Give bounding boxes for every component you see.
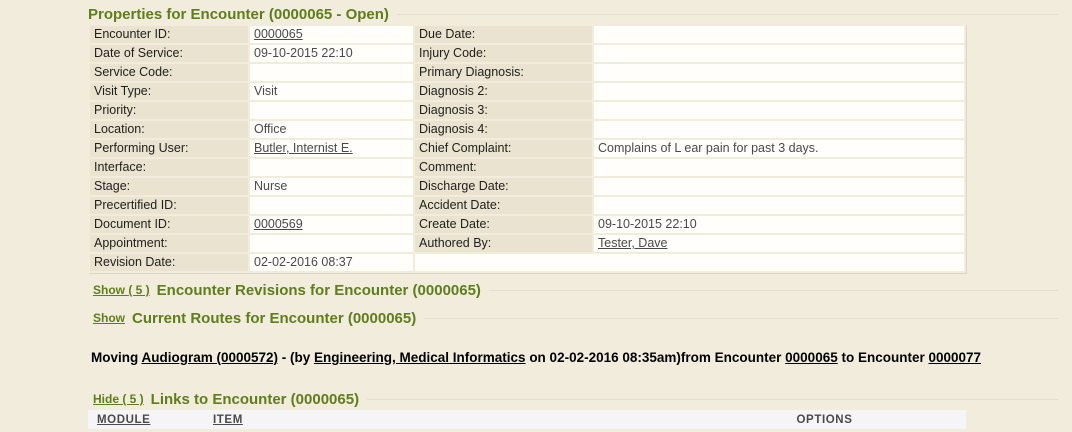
field-value-link[interactable]: Tester, Dave (598, 236, 668, 250)
field-value-link[interactable]: 0000569 (254, 217, 303, 231)
property-row (90, 159, 964, 176)
field-value (250, 64, 413, 81)
properties-section-header (88, 5, 1058, 23)
property-row (90, 216, 964, 233)
moving-notice-link[interactable]: Engineering, Medical Informatics (314, 350, 526, 365)
links-table-header-row (88, 410, 966, 429)
field-label: Date of Service: (90, 45, 248, 62)
field-label: Service Code: (90, 64, 248, 81)
encounter-properties-page (0, 5, 1072, 429)
moving-notice (0, 350, 1072, 367)
field-label: Primary Diagnosis: (415, 64, 592, 81)
links-column-module[interactable]: MODULE (97, 413, 151, 426)
revisions-section-header (93, 281, 1058, 299)
property-row (90, 45, 964, 62)
property-row (90, 64, 964, 81)
field-value (250, 102, 413, 119)
field-label: Create Date: (415, 216, 592, 233)
property-row (90, 102, 964, 119)
moving-notice-text: Moving (90, 350, 142, 365)
divider-line (489, 290, 1058, 291)
field-value (594, 235, 964, 252)
field-label: Authored By: (415, 235, 592, 252)
properties-table (88, 24, 966, 273)
revisions-show-toggle[interactable]: Show ( 5 ) (93, 283, 150, 297)
property-row (90, 140, 964, 157)
links-column-options: OPTIONS (796, 413, 853, 426)
moving-notice-text: on 02-02-2016 08:35am)from Encounter (525, 350, 786, 365)
routes-show-toggle[interactable]: Show (93, 311, 125, 325)
moving-notice-link[interactable]: 0000065 (785, 350, 838, 365)
field-value (594, 197, 964, 214)
field-label: Appointment: (90, 235, 248, 252)
field-label: Injury Code: (415, 45, 592, 62)
property-row (90, 83, 964, 100)
field-label: Accident Date: (415, 197, 592, 214)
moving-notice-link[interactable]: 0000077 (928, 350, 982, 365)
field-label: Discharge Date: (415, 178, 592, 195)
property-row (90, 26, 964, 43)
field-label: Document ID: (90, 216, 248, 233)
field-value (250, 197, 413, 214)
field-value (250, 140, 413, 157)
field-value: Office (250, 121, 413, 138)
field-label: Diagnosis 4: (415, 121, 592, 138)
field-value (594, 64, 964, 81)
field-label: Location: (90, 121, 248, 138)
moving-notice-link[interactable]: Audiogram (0000572) (141, 350, 279, 365)
links-column-item[interactable]: ITEM (213, 413, 243, 426)
field-value (594, 45, 964, 62)
property-row (90, 254, 964, 271)
field-label: Stage: (90, 178, 248, 195)
field-value (415, 254, 964, 271)
field-value (594, 83, 964, 100)
field-label: Due Date: (415, 26, 592, 43)
divider-line (397, 14, 1058, 15)
field-value (250, 235, 413, 252)
field-value: Nurse (250, 178, 413, 195)
field-value (250, 159, 413, 176)
field-value (250, 26, 413, 43)
divider-line (367, 399, 1058, 400)
field-label: Comment: (415, 159, 592, 176)
field-label: Visit Type: (90, 83, 248, 100)
links-section-header (93, 390, 1058, 408)
links-hide-toggle[interactable]: Hide ( 5 ) (93, 392, 144, 406)
field-value (594, 178, 964, 195)
field-value (594, 26, 964, 43)
field-label: Diagnosis 2: (415, 83, 592, 100)
field-label: Interface: (90, 159, 248, 176)
field-label: Diagnosis 3: (415, 102, 592, 119)
moving-notice-text: - (by (278, 350, 315, 365)
links-title: Links to Encounter (0000065) (150, 390, 360, 408)
field-label: Revision Date: (90, 254, 248, 271)
property-row (90, 121, 964, 138)
property-row (90, 197, 964, 214)
field-label: Chief Complaint: (415, 140, 592, 157)
field-value (250, 216, 413, 233)
field-value: 09-10-2015 22:10 (250, 45, 413, 62)
property-row (90, 178, 964, 195)
field-label: Performing User: (90, 140, 248, 157)
field-value (594, 159, 964, 176)
field-value: Visit (250, 83, 413, 100)
properties-title: Properties for Encounter (0000065 - Open) (88, 5, 389, 23)
field-value: Complains of L ear pain for past 3 days. (594, 140, 964, 157)
property-row (90, 235, 964, 252)
field-label: Precertified ID: (90, 197, 248, 214)
field-value (594, 121, 964, 138)
field-label: Encounter ID: (90, 26, 248, 43)
moving-notice-text: to Encounter (837, 350, 929, 365)
field-label: Priority: (90, 102, 248, 119)
field-value (594, 102, 964, 119)
field-value-link[interactable]: Butler, Internist E. (254, 141, 353, 155)
divider-line (424, 318, 1058, 319)
routes-section-header (93, 309, 1058, 327)
field-value: 02-02-2016 08:37 (250, 254, 413, 271)
field-value-link[interactable]: 0000065 (254, 27, 303, 41)
routes-title: Current Routes for Encounter (0000065) (132, 309, 417, 327)
field-value: 09-10-2015 22:10 (594, 216, 964, 233)
revisions-title: Encounter Revisions for Encounter (0000065) (156, 281, 481, 299)
